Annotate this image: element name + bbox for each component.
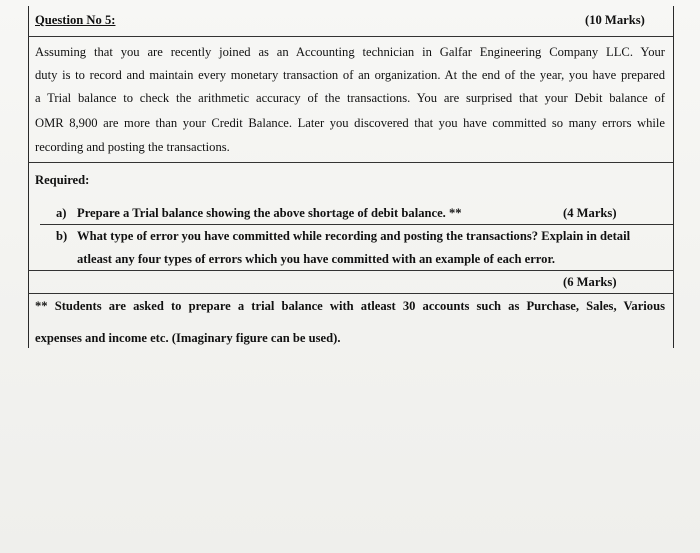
paragraph-line-2: duty is to record and maintain every monetary transaction of an organization. At the end of the year, you have prepared <box>35 68 665 82</box>
question-marks: (10 Marks) <box>585 13 645 27</box>
note-line-1: ** Students are asked to prepare a trial balance with atleast 30 accounts such as Purchase, Sales, Various <box>35 299 665 313</box>
item-b-continuation: atleast any four types of errors which you have committed with an example of each error. <box>77 252 556 266</box>
item-a-marks: (4 Marks) <box>563 206 617 220</box>
item-b-letter: b) <box>56 229 68 243</box>
divider <box>28 270 673 271</box>
paragraph-line-1: Assuming that you are recently joined as an Accounting technician in Galfar Engineering Company LLC. Your <box>35 45 665 59</box>
item-a-letter: a) <box>56 206 67 220</box>
divider <box>28 162 673 163</box>
paragraph-line-4: OMR 8,900 are more than your Credit Balance. Later you discovered that you have committed so many errors while <box>35 116 665 130</box>
paragraph-line-3: a Trial balance to check the arithmetic accuracy of the transactions. You are surprised that your Debit balance of <box>35 91 665 105</box>
paragraph-line-5: recording and posting the transactions. <box>35 140 230 154</box>
required-label: Required: <box>35 173 90 187</box>
item-a-text: Prepare a Trial balance showing the above shortage of debit balance. ** <box>77 206 462 220</box>
item-b-marks: (6 Marks) <box>563 275 617 289</box>
divider <box>28 36 673 37</box>
note-line-2: expenses and income etc. (Imaginary figure can be used). <box>35 331 341 345</box>
question-title: Question No 5: <box>35 13 116 27</box>
item-b-text: What type of error you have committed while recording and posting the transactions? Explain in detail <box>77 229 631 243</box>
divider <box>40 224 673 225</box>
divider <box>28 293 673 294</box>
